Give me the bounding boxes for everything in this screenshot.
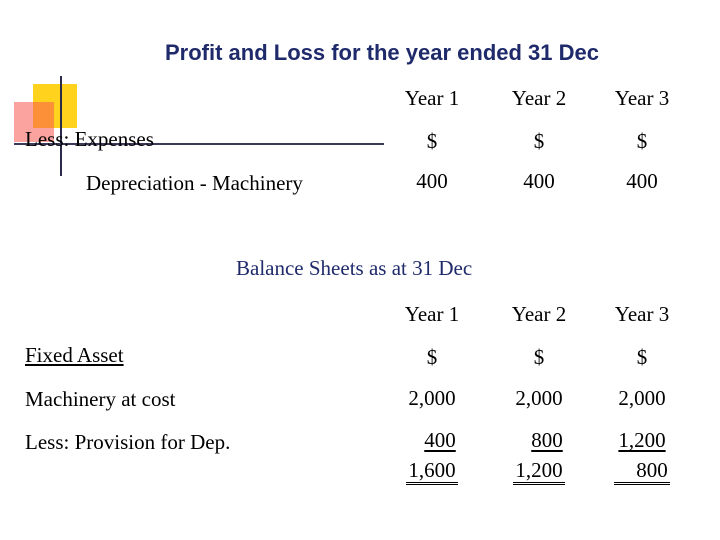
pl-depreciation-year3: 400 xyxy=(626,169,658,193)
bs-machinery-year3: 2,000 xyxy=(618,386,666,410)
bs-header-year3: Year 3 xyxy=(614,302,670,326)
pl-currency-year3: $ xyxy=(636,129,648,153)
bs-machinery-year2: 2,000 xyxy=(515,386,563,410)
pl-currency-year2: $ xyxy=(533,129,545,153)
bs-net-cell-year1 xyxy=(382,458,482,483)
pl-expenses-label: Less: Expenses xyxy=(25,127,154,151)
pl-depreciation-label: Depreciation - Machinery xyxy=(86,171,303,195)
pl-depreciation-year1: 400 xyxy=(416,169,448,193)
bs-header-year2: Year 2 xyxy=(511,302,567,326)
bs-currency-year1: $ xyxy=(426,345,438,369)
pl-currency-year1: $ xyxy=(426,129,438,153)
bs-net-cell-year3 xyxy=(592,458,692,483)
pl-title: Profit and Loss for the year ended 31 Dec xyxy=(164,40,599,65)
bs-net-year2: 1,200 xyxy=(513,458,564,485)
bs-net-year1: 1,600 xyxy=(406,458,457,485)
pl-depreciation-year2: 400 xyxy=(523,169,555,193)
decor-vertical-line xyxy=(60,76,62,176)
bs-provision-year1: 400 xyxy=(424,428,456,452)
bs-currency-year3: $ xyxy=(636,345,648,369)
bs-machinery-label: Machinery at cost xyxy=(25,387,176,411)
bs-currency-year2: $ xyxy=(533,345,545,369)
pl-header-year1: Year 1 xyxy=(404,86,460,110)
bs-provision-cell-year1 xyxy=(382,428,482,453)
bs-net-year3: 800 xyxy=(614,458,670,485)
bs-machinery-year1: 2,000 xyxy=(408,386,456,410)
bs-net-cell-year2 xyxy=(489,458,589,483)
bs-provision-label: Less: Provision for Dep. xyxy=(25,430,231,454)
bs-title: Balance Sheets as at 31 Dec xyxy=(236,256,473,280)
bs-provision-year3: 1,200 xyxy=(618,428,666,452)
bs-provision-cell-year3 xyxy=(592,428,692,453)
bs-fixed-asset-label: Fixed Asset xyxy=(25,343,124,367)
bs-provision-year2: 800 xyxy=(531,428,563,452)
pl-header-year3: Year 3 xyxy=(614,86,670,110)
pl-header-year2: Year 2 xyxy=(511,86,567,110)
bs-provision-cell-year2 xyxy=(489,428,589,453)
bs-header-year1: Year 1 xyxy=(404,302,460,326)
